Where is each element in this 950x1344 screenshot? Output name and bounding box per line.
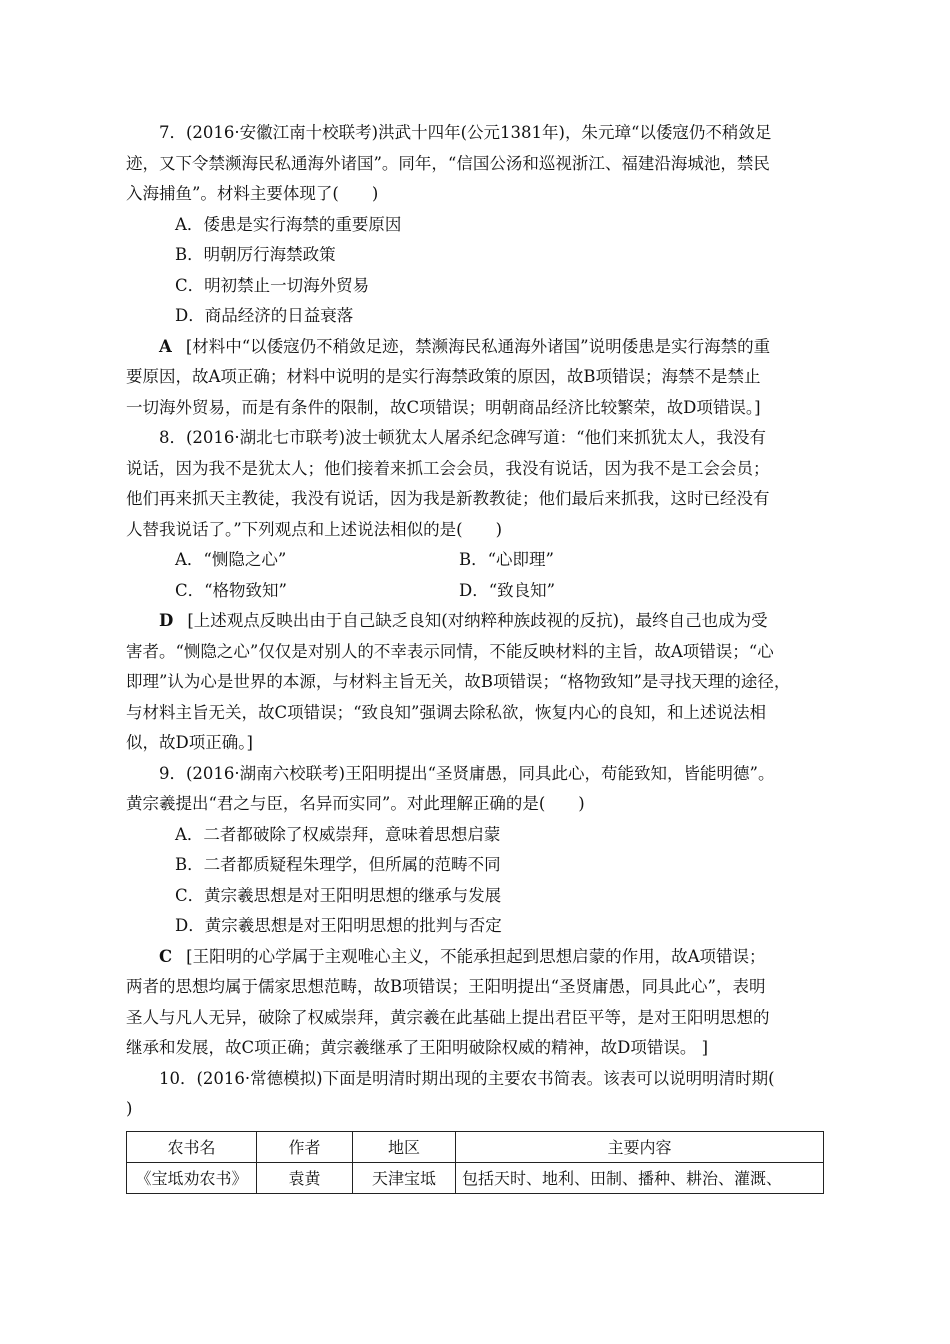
question-9-stem-line: 黄宗羲提出“君之与臣，名异而实同”。对此理解正确的是( ) [126, 794, 585, 813]
question-8-explanation-line: 与材料主旨无关，故C项错误；“致良知”强调去除私欲，恢复内心的良知，和上述说法相 [126, 702, 766, 722]
question-8-explanation-line: 似，故D项正确。] [126, 733, 253, 752]
table-header-row [127, 1131, 824, 1162]
question-9 [126, 759, 824, 1064]
question-8-answer-letter: D [159, 611, 174, 630]
question-10-stem-line: 10．(2016·常德模拟)下面是明清时期出现的主要农书简表。该表可以说明明清时期( [159, 1068, 775, 1088]
question-7-answer-letter: A [159, 336, 172, 356]
question-9-stem-line: 9．(2016·湖南六校联考)王阳明提出“圣贤庸愚，同具此心，苟能致知，皆能明德”。 [159, 763, 775, 783]
question-7-option-b: B．明朝厉行海禁政策 [175, 245, 336, 264]
question-7-option-c: C．明初禁止一切海外贸易 [175, 275, 370, 295]
table-header-cell: 作者 [257, 1131, 353, 1162]
question-9-explanation-line: 圣人与凡人无异，破除了权威崇拜，黄宗羲在此基础上提出君臣平等，是对王阳明思想的 [126, 1007, 770, 1027]
question-9-explanation-line: 继承和发展，故C项正确；黄宗羲继承了王阳明破除权威的精神，故D项错误。 ] [126, 1038, 709, 1057]
question-8-stem-line: 人替我说话了。”下列观点和上述说法相似的是( ) [126, 519, 503, 539]
question-7-explanation-line: 一切海外贸易，而是有条件的限制，故C项错误；明朝商品经济比较繁荣，故D项错误。] [126, 397, 761, 417]
agricultural-books-table [126, 1131, 824, 1194]
table-cell: 袁黄 [257, 1162, 353, 1193]
question-7-explanation-line: 要原因，故A项正确；材料中说明的是实行海禁政策的原因，故B项错误；海禁不是禁止 [126, 367, 761, 386]
question-9-option-b: B．二者都质疑程朱理学，但所属的范畴不同 [175, 855, 501, 874]
question-7-stem-line: 入海捕鱼”。材料主要体现了( ) [126, 184, 379, 203]
question-8-explanation-line: 害者。“恻隐之心”仅仅是对别人的不幸表示同情，不能反映材料的主旨，故A项错误；“心 [126, 641, 774, 661]
question-8-stem-line: 他们再来抓天主教徒，我没有说话，因为我是新教教徒；他们最后来抓我，这时已经没有 [126, 489, 770, 508]
table-cell: 包括天时、地利、田制、播种、耕治、灌溉、 [456, 1162, 824, 1193]
table-header-cell: 主要内容 [456, 1131, 824, 1162]
question-7-answer-line [126, 332, 824, 363]
table-header-cell: 农书名 [127, 1131, 257, 1162]
question-8-stem-line: 说话，因为我不是犹太人；他们接着来抓工会会员，我没有说话，因为我不是工会会员； [126, 458, 770, 478]
question-9-option-c: C．黄宗羲思想是对王阳明思想的继承与发展 [175, 885, 502, 905]
question-8-option-d: D．“致良知” [459, 580, 556, 600]
question-8-stem-line: 8．(2016·湖北七市联考)波士顿犹太人屠杀纪念碑写道：“他们来抓犹太人，我没有 [159, 428, 767, 447]
question-7-explanation: [材料中“以倭寇仍不稍敛足迹，禁濒海民私通海外诸国”说明倭患是实行海禁的重 [185, 336, 771, 356]
question-8-explanation-line: 即理”认为心是世界的本源，与材料主旨无关，故B项错误；“格物致知”是寻找天理的途径， [126, 672, 791, 691]
table-row [127, 1162, 824, 1193]
question-10 [126, 1064, 824, 1194]
question-10-stem-line: ) [126, 1099, 133, 1118]
question-9-explanation: [王阳明的心学属于主观唯心主义，不能承担起到思想启蒙的作用，故A项错误； [186, 946, 766, 966]
table-cell: 天津宝坻 [353, 1162, 456, 1193]
question-8 [126, 423, 824, 759]
question-7 [126, 118, 824, 423]
table-cell: 《宝坻劝农书》 [127, 1162, 257, 1193]
question-7-stem-line: 迹，又下令禁濒海民私通海外诸国”。同年，“信国公汤和巡视浙江、福建沿海城池，禁民 [126, 153, 770, 173]
table-header-cell: 地区 [353, 1131, 456, 1162]
question-9-option-a: A．二者都破除了权威崇拜，意味着思想启蒙 [175, 824, 501, 844]
question-9-option-d: D．黄宗羲思想是对王阳明思想的批判与否定 [175, 916, 502, 935]
question-7-option-a: A．倭患是实行海禁的重要原因 [175, 214, 402, 234]
question-8-answer-line [126, 606, 824, 637]
question-8-explanation: [上述观点反映出由于自己缺乏良知(对纳粹种族歧视的反抗)，最终自己也成为受 [187, 611, 768, 630]
question-9-explanation-line: 两者的思想均属于儒家思想范畴，故B项错误；王阳明提出“圣贤庸愚，同具此心”，表明 [126, 977, 766, 996]
question-8-option-a: A．“恻隐之心” [175, 550, 287, 569]
question-8-option-c: C．“格物致知” [175, 580, 287, 600]
question-8-option-b: B．“心即理” [459, 550, 554, 569]
question-9-answer-line [126, 942, 824, 973]
question-7-option-d: D．商品经济的日益衰落 [175, 306, 354, 325]
question-8-options-row [126, 576, 824, 607]
question-9-answer-letter: C [159, 946, 173, 966]
question-7-stem-line: 7．(2016·安徽江南十校联考)洪武十四年(公元1381年)，朱元璋“以倭寇仍不稍敛足 [159, 123, 772, 142]
question-8-options-row [126, 545, 824, 576]
